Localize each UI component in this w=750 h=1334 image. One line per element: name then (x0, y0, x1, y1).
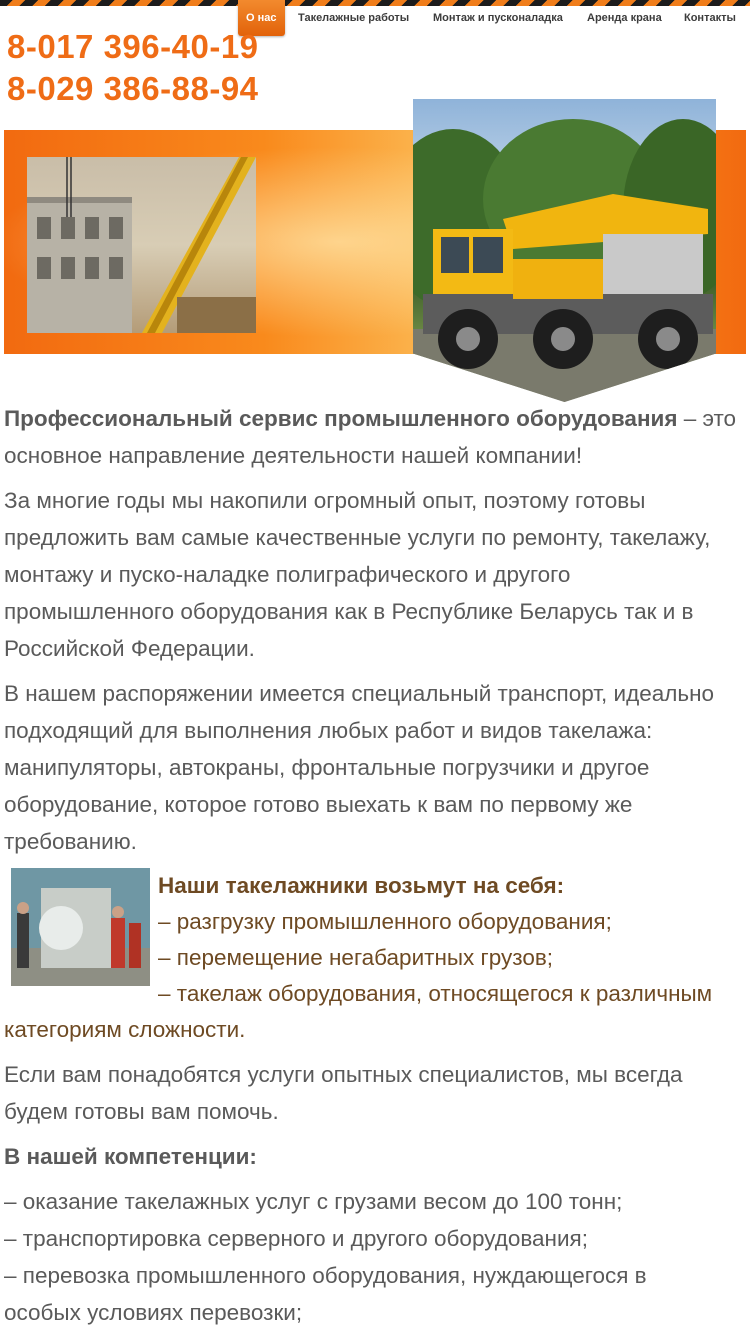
riggers-tasks-block (4, 868, 744, 1048)
nav-item-contacts[interactable]: Контакты (684, 12, 736, 24)
intro-paragraph (4, 400, 744, 474)
task-item: – такелаж оборудования, относящегося к различным категориям сложности. (4, 981, 713, 1042)
nav-item-installation[interactable]: Монтаж и пусконаладка (433, 12, 563, 24)
competence-heading: В нашей компетенции: (4, 1144, 257, 1169)
experience-paragraph: За многие годы мы накопили огромный опыт, поэтому готовы предложить вам самые качественные услуги по ремонту, такелажу, монтажу и пуско-наладке полиграфического и другого промышленного оборудования как в Республике Беларусь так и в Российской Федерации. (4, 488, 711, 661)
competence-item: – перевозка промышленного оборудования, нуждающегося в (4, 1263, 647, 1288)
task-item: – разгрузку промышленного оборудования; (158, 909, 612, 934)
task-item: – перемещение негабаритных грузов; (158, 945, 554, 970)
help-paragraph: Если вам понадобятся услуги опытных специалистов, мы всегда будем готовы вам помочь. (4, 1062, 683, 1124)
nav-item-rigging[interactable]: Такелажные работы (298, 12, 410, 24)
phone-number-2[interactable]: 8-029 386-88-94 (7, 70, 259, 107)
riggers-tasks-title: Наши такелажники возьмут на себя: (158, 873, 565, 898)
main-content (4, 400, 744, 1331)
competence-item: особых условиях перевозки; (4, 1300, 303, 1325)
phone-number-1[interactable]: 8-017 396-40-19 (7, 28, 259, 65)
nav-item-crane-rental[interactable]: Аренда крана (587, 12, 662, 24)
nav-item-about[interactable]: О нас (238, 0, 285, 36)
intro-bold-text: Профессиональный сервис промышленного оборудования (4, 406, 678, 431)
mobile-crane-truck-photo (413, 99, 716, 402)
competence-item: – транспортировка серверного и другого оборудования; (4, 1226, 588, 1251)
competence-item: – оказание такелажных услуг с грузами весом до 100 тонн; (4, 1189, 623, 1214)
crane-boom-photo (27, 157, 256, 333)
riggers-at-work-photo (11, 868, 150, 986)
transport-paragraph: В нашем распоряжении имеется специальный транспорт, идеально подходящий для выполнения любых работ и видов такелажа: манипуляторы, автокраны, фронтальные погрузчики и другое оборудование, которое готово выехать к вам по первому же требованию. (4, 681, 715, 854)
intro-rest-text: – это основное направление деятельности нашей компании! (4, 406, 737, 468)
